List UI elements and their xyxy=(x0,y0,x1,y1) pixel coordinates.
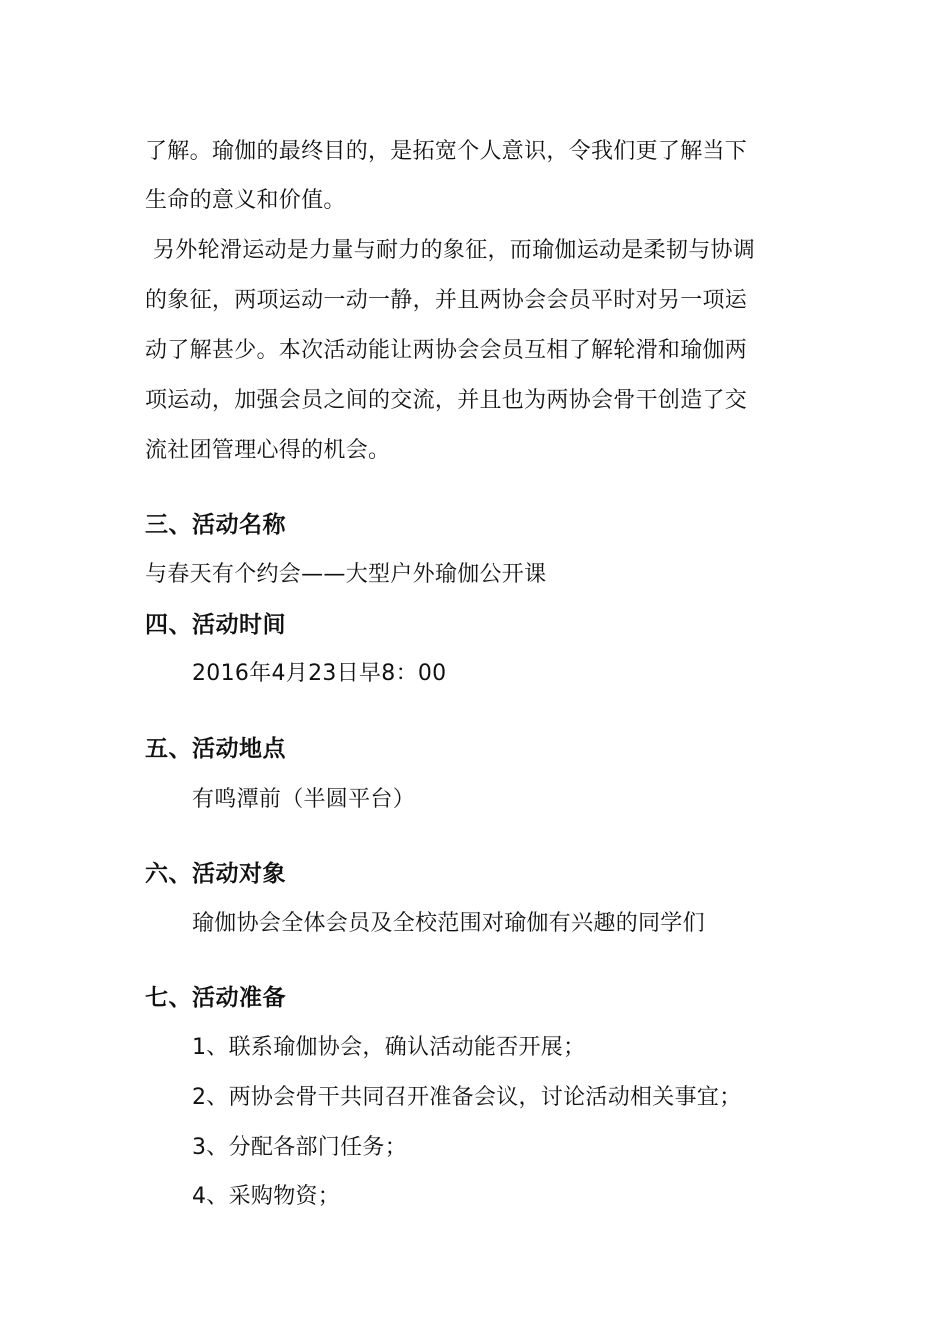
intro-line-6: 项运动，加强会员之间的交流，并且也为两协会骨干创造了交 xyxy=(145,388,748,413)
section-content-place: 有鸣潭前（半圆平台） xyxy=(192,787,416,812)
preparation-item-3: 3、分配各部门任务； xyxy=(192,1135,407,1160)
preparation-item-2: 2、两协会骨干共同召开准备会议，讨论活动相关事宜； xyxy=(192,1085,742,1110)
intro-line-3: 另外轮滑运动是力量与耐力的象征，而瑜伽运动是柔韧与协调 xyxy=(153,238,756,263)
intro-line-7: 流社团管理心得的机会。 xyxy=(145,438,391,463)
intro-line-2: 生命的意义和价值。 xyxy=(145,188,346,213)
section-content-audience: 瑜伽协会全体会员及全校范围对瑜伽有兴趣的同学们 xyxy=(192,911,705,936)
section-content-name: 与春天有个约会——大型户外瑜伽公开课 xyxy=(145,562,547,587)
intro-line-1: 了解。瑜伽的最终目的，是拓宽个人意识，令我们更了解当下 xyxy=(145,139,748,164)
section-heading-time: 四、活动时间 xyxy=(145,612,286,638)
section-heading-place: 五、活动地点 xyxy=(145,736,286,762)
intro-line-5: 动了解甚少。本次活动能让两协会会员互相了解轮滑和瑜伽两 xyxy=(145,338,748,363)
intro-line-4: 的象征，两项运动一动一静，并且两协会会员平时对另一项运 xyxy=(145,288,748,313)
section-heading-name: 三、活动名称 xyxy=(145,512,286,538)
preparation-item-4: 4、采购物资； xyxy=(192,1184,341,1209)
section-content-time: 2016年4月23日早8：00 xyxy=(192,661,447,686)
preparation-item-1: 1、联系瑜伽协会，确认活动能否开展； xyxy=(192,1035,586,1060)
section-heading-audience: 六、活动对象 xyxy=(145,861,286,887)
section-heading-preparation: 七、活动准备 xyxy=(145,985,286,1011)
